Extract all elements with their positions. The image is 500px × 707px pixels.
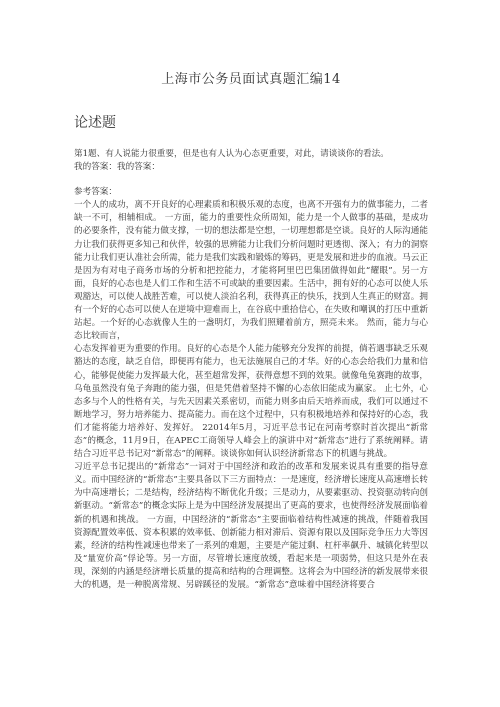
section-heading: 论述题 xyxy=(74,115,116,131)
answer-body-part2: 心态发挥着更为重要的作用。良好的心态是个人能力能够充分发挥的前提，倘若遇事缺乏乐观豁达的态度，缺乏自信，即便再有能力，也无法施展自己的才华。好的心态会给我们力量和信心，能够促使能力发挥最大化，甚至超常发挥，获得意想不到的效果。就像龟兔赛跑的故事，乌龟虽然没有兔子奔跑的能力强，但是凭借着坚持不懈的心态依旧能成为赢家。 止七外，心态多与个人的性格有关，与先天因素关系密切，而能力则多由后天培养而成，我们可以通过不断地学习，努力培养能力、提高能力。而在这个过程中，只有积极地培养和保持好的心态，我们才能将能力培养好、发挥好。 22014年5月，习近平总书记在河南考察时首次提出“新常态”的概念，11月9日，在APEC工商领导人峰会上的演讲中对“新常态”进行了系统阐释。请结合习近平总书记对“新常态”的阐释。谈谈你如何认识经济新常态下的机遇与挑战。 xyxy=(74,344,428,460)
spacer xyxy=(74,174,428,186)
document-title: 上海市公务员面试真题汇编14 xyxy=(161,72,341,87)
answer-body-part3: 习近平总书记提出的“新常态”一词对于中国经济和政治的改革和发展来说具有重要的指导意义。而中国经济的“新常态”主要具备以下三方面特点：一是速度，经济增长速度从高速增长转为中高速增长；二是结构，经济结构不断优化升级；三是动力，从要素驱动、投资驱动转向创新驱动。“新常态”的概念实际上是为中国经济发展提出了更高的要求，也使得经济发展面临着新的机遇和挑战。 一方面，中国经济的“新常态”主要面临着结构性减速的挑战，伴随着我国资源配置效率低、资本积累的效率低、创新能力相对滞后、资源有限以及国际竞争压力大等因素，经济的结构性减速也带来了一系列的难题，主要是产能过剩、杠杆率飙升、城镇化转型以及“量宽价高”俘论等。另一方面，尽管增长速度放缓，看起来是一项弱势，但这只是外在表现，深刻的内涵是经济增长质量的提高和结构的合理调整。这将会为中国经济的新发展带来很大的机遇，是一种脱离常规、另辟蹊径的发展。“新常态”意味着中国经济将要合 xyxy=(74,462,428,590)
my-answer-label: 我的答案：我的答案： xyxy=(74,162,160,173)
question-text: 第1题、有人说能力很重要，但是也有人认为心态更重要，对此，请谈谈你的看法。 xyxy=(74,149,389,159)
answer-body-part1: 一个人的成功，离不开良好的心理素质和积极乐观的态度，也离不开强有力的做事能力，二者缺一不可，相辅相成。 一方面，能力的重要性众所周知，能力是一个人做事的基础，是成功的必要条件，没有能力做支撑，一切的想法都是空想，一切理想都是空谈。良好的人际沟通能力让我们获得更多知己和伙伴，较强的思辨能力让我们分析问题时更透彻、深入；有力的洞察能力让我们更认准社会所需，能力是我们实践和锻炼的筹码，更是发展和进步的血液。马云正是因为有对电子商务市场的分析和把控能力，才能将阿里巴巴集团做得如此“耀眼”。另一方面，良好的心态也是人们工作和生活不可或缺的重要因素。生活中，拥有好的心态可以使人乐观豁达，可以使人战胜苦难，可以使人淡泊名利，获得真正的快乐，找到人生真正的财富。拥有一个好的心态可以使人在逆境中迎难而上，在谷底中重拾信心，在失败和嘲讽的打压中重新站起。一个好的心态就像人生的一盏明灯，为我们照耀着前方，照亮未来。 然而，能力与心态比较而言， xyxy=(74,200,428,342)
reference-answer-label: 参考答案： xyxy=(74,187,117,198)
